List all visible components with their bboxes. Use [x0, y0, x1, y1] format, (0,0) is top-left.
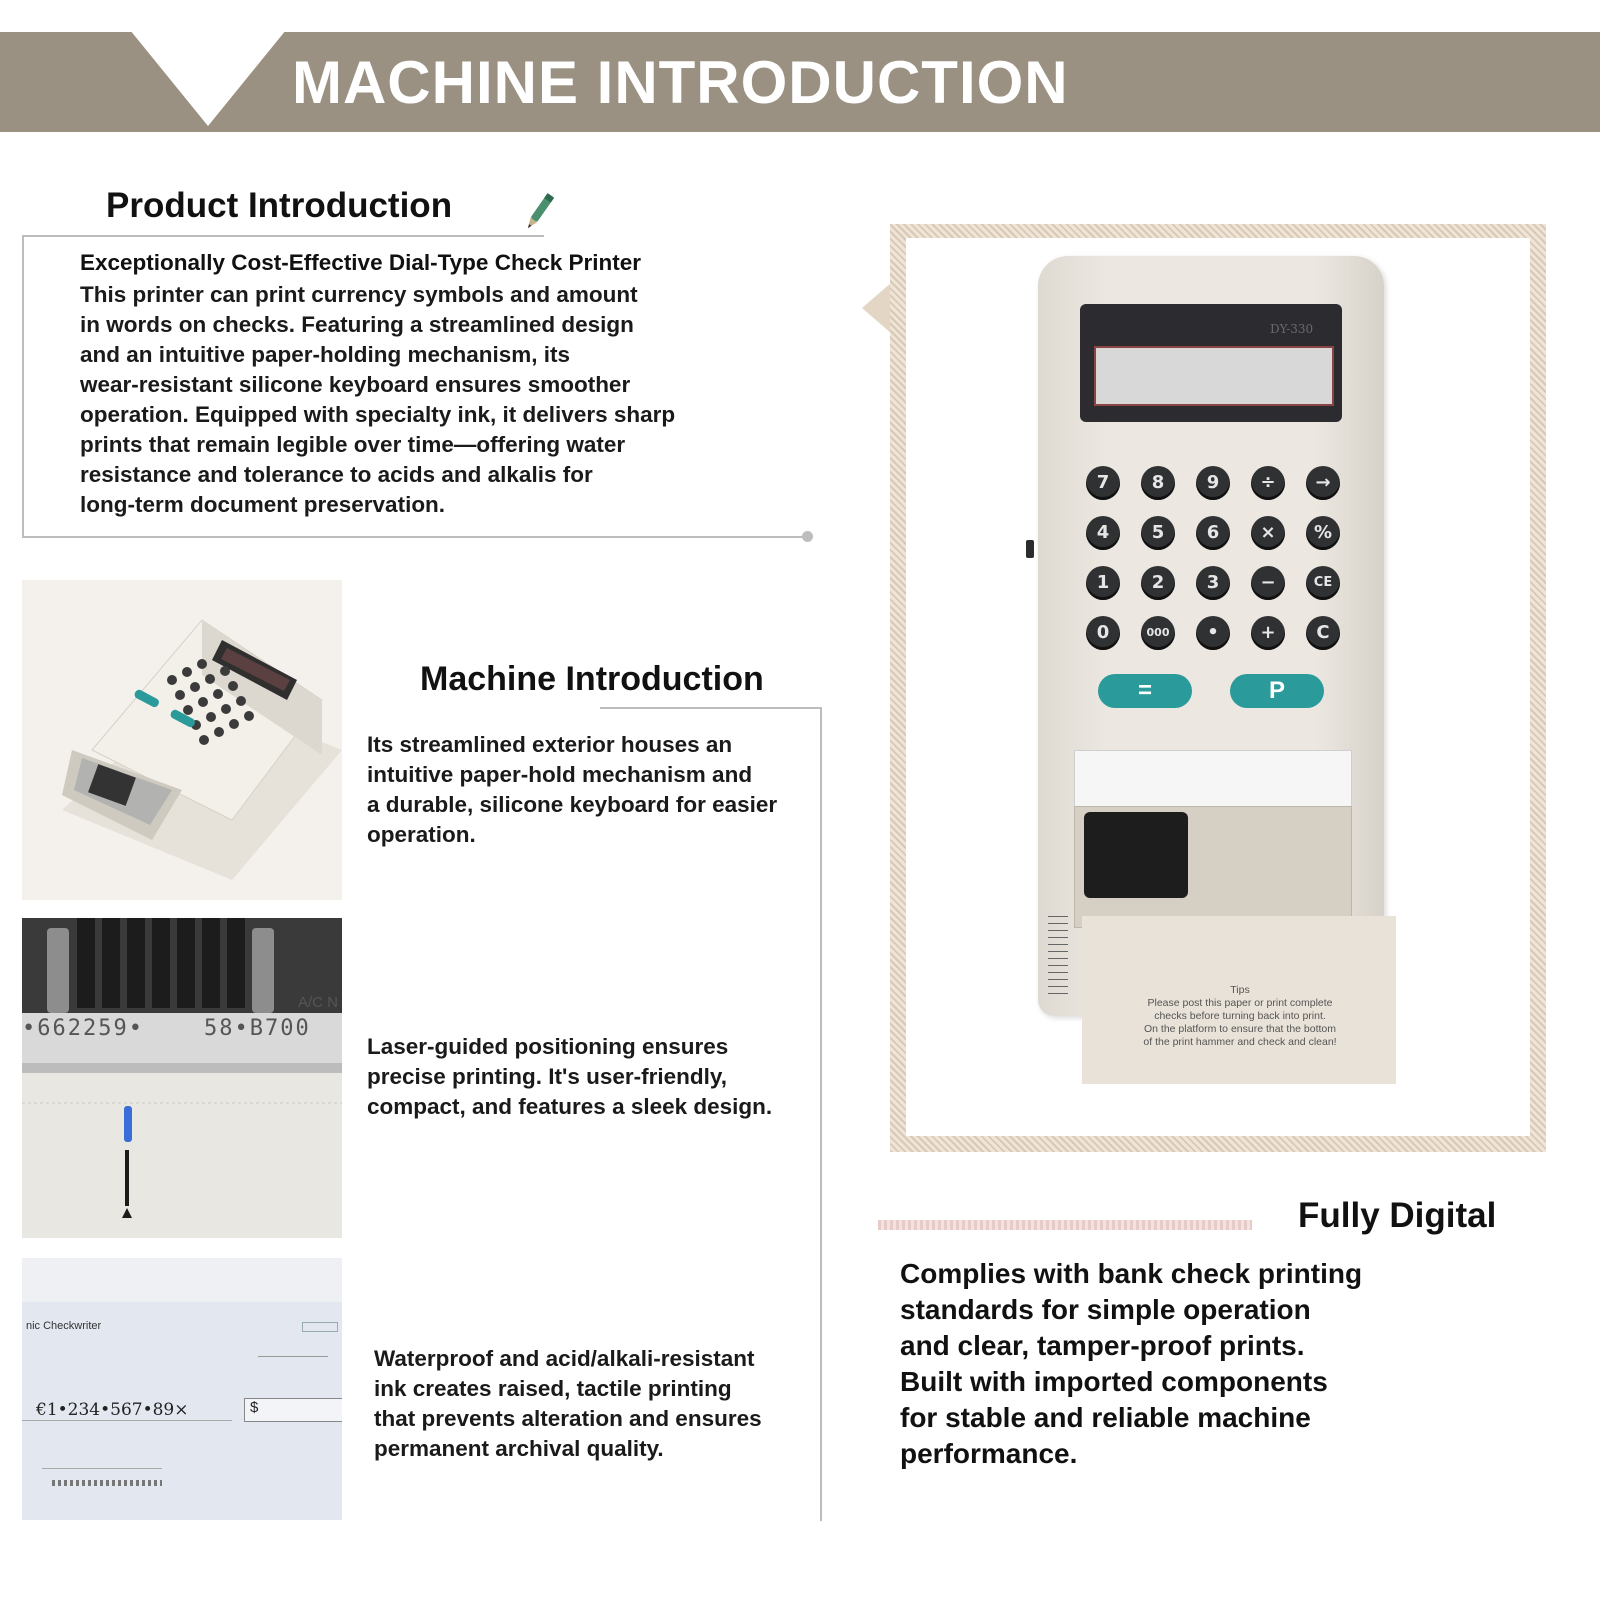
check-printer-machine — [1038, 256, 1384, 1048]
keypad-key[interactable]: → — [1306, 466, 1340, 500]
body-line: This printer can print currency symbols and amount — [80, 282, 638, 307]
print-drum — [1084, 812, 1188, 898]
keypad-key[interactable]: ÷ — [1251, 466, 1285, 500]
body-line: performance. — [900, 1438, 1078, 1469]
tips-line: On the platform to ensure that the bottom — [1143, 1023, 1337, 1035]
micr-code-right: 58•B700 — [204, 1016, 311, 1041]
paragraph-line: operation. — [367, 822, 476, 847]
print-head-drawing — [22, 918, 342, 1238]
product-intro-rule — [22, 536, 806, 538]
check-title: nic Checkwriter — [26, 1320, 102, 1332]
tips-line: checks before turning back into print. — [1154, 1010, 1326, 1022]
keypad-key[interactable]: 6 — [1196, 516, 1230, 550]
machine-perspective-drawing — [22, 580, 342, 900]
amount-box — [244, 1398, 342, 1422]
body-line: resistance and tolerance to acids and alkalis for — [80, 462, 593, 487]
micr-code-left: •662259• — [22, 1016, 144, 1041]
keypad-key[interactable]: • — [1196, 616, 1230, 650]
keypad-key[interactable]: 2 — [1141, 566, 1175, 600]
keypad-key[interactable]: 8 — [1141, 466, 1175, 500]
printed-check-photo — [22, 1258, 342, 1520]
currency-symbol: $ — [250, 1399, 259, 1416]
paragraph-line: ink creates raised, tactile printing — [374, 1376, 732, 1401]
tips-text — [1100, 984, 1380, 1049]
keypad-key[interactable]: 3 — [1196, 566, 1230, 600]
paragraph-line: that prevents alteration and ensures — [374, 1406, 762, 1431]
body-line: operation. Equipped with specialty ink, it delivers sharp — [80, 402, 676, 427]
paragraph-line: compact, and features a sleek design. — [367, 1094, 773, 1119]
tips-line: Tips — [1230, 984, 1250, 996]
machine-intro-paragraph-1 — [367, 730, 817, 850]
keypad-key[interactable]: C — [1306, 616, 1340, 650]
model-label: DY-330 — [1270, 322, 1314, 336]
body-line: wear-resistant silicone keyboard ensures smoother — [80, 372, 631, 397]
print-key[interactable]: P — [1230, 674, 1324, 708]
print-head-closeup-photo — [22, 918, 342, 1238]
product-intro-lead: Exceptionally Cost-Effective Dial-Type Check Printer — [80, 250, 641, 275]
keypad-key[interactable]: 5 — [1141, 516, 1175, 550]
keypad-key[interactable]: 9 — [1196, 466, 1230, 500]
body-line: prints that remain legible over time—offering water — [80, 432, 626, 457]
equals-key[interactable]: = — [1098, 674, 1192, 708]
printed-amount: €1•234•567•89× — [36, 1400, 189, 1420]
paragraph-line: Laser-guided positioning ensures — [367, 1034, 729, 1059]
body-line: in words on checks. Featuring a streamlined design — [80, 312, 634, 337]
paragraph-line: Waterproof and acid/alkali-resistant — [374, 1346, 755, 1371]
paragraph-line: precise printing. It's user-friendly, — [367, 1064, 728, 1089]
body-line: long-term document preservation. — [80, 492, 446, 517]
keypad-key[interactable]: 1 — [1086, 566, 1120, 600]
body-line: and clear, tamper-proof prints. — [900, 1330, 1305, 1361]
keypad-key[interactable]: % — [1306, 516, 1340, 550]
fully-digital-heading: Fully Digital — [1298, 1196, 1497, 1235]
fully-digital-body — [900, 1256, 1460, 1472]
tips-line: Please post this paper or print complete — [1147, 997, 1333, 1009]
body-line: standards for simple operation — [900, 1294, 1311, 1325]
check-line — [258, 1356, 328, 1357]
paragraph-line: Its streamlined exterior houses an — [367, 732, 733, 757]
paragraph-line: a durable, silicone keyboard for easier — [367, 792, 778, 817]
signature-line — [42, 1468, 162, 1469]
fully-digital-bar — [878, 1220, 1252, 1230]
check-box — [302, 1322, 338, 1332]
machine-intro-paragraph-3 — [374, 1344, 814, 1464]
account-label: A/C N — [298, 994, 339, 1011]
keypad — [1086, 466, 1366, 666]
banner-title: MACHINE INTRODUCTION — [292, 49, 1069, 116]
ruler-scale — [1048, 916, 1068, 996]
lcd-screen — [1094, 346, 1334, 406]
paragraph-line: intuitive paper-hold mechanism and — [367, 762, 753, 787]
machine-perspective-photo — [22, 580, 342, 900]
machine-intro-rule — [600, 707, 822, 709]
product-intro-heading: Product Introduction — [106, 186, 453, 225]
body-line: and an intuitive paper-holding mechanism, its — [80, 342, 571, 367]
machine-intro-paragraph-2 — [367, 1032, 817, 1122]
product-intro-body — [80, 280, 730, 520]
body-line: Complies with bank check printing — [900, 1258, 1363, 1289]
keypad-key[interactable]: CE — [1306, 566, 1340, 600]
banner-notch-shape — [130, 30, 286, 126]
tips-line: of the print hammer and check and clean! — [1143, 1036, 1337, 1048]
keypad-key[interactable]: 4 — [1086, 516, 1120, 550]
keypad-key[interactable]: + — [1251, 616, 1285, 650]
rule-end-dot — [802, 531, 813, 542]
body-line: for stable and reliable machine — [900, 1402, 1311, 1433]
paragraph-line: permanent archival quality. — [374, 1436, 664, 1461]
pen-icon — [522, 186, 558, 236]
paper-guide-cover — [1074, 750, 1352, 808]
keypad-key[interactable]: × — [1251, 516, 1285, 550]
side-switch[interactable] — [1026, 540, 1034, 558]
frame-tab-shape — [862, 282, 892, 334]
machine-intro-heading: Machine Introduction — [420, 660, 764, 698]
micr-line — [52, 1480, 162, 1486]
keypad-key[interactable]: − — [1251, 566, 1285, 600]
machine-intro-vertical-rule — [820, 707, 822, 1521]
keypad-key[interactable]: 0 — [1086, 616, 1120, 650]
body-line: Built with imported components — [900, 1366, 1328, 1397]
keypad-key[interactable]: 7 — [1086, 466, 1120, 500]
keypad-key[interactable]: 000 — [1141, 616, 1175, 650]
